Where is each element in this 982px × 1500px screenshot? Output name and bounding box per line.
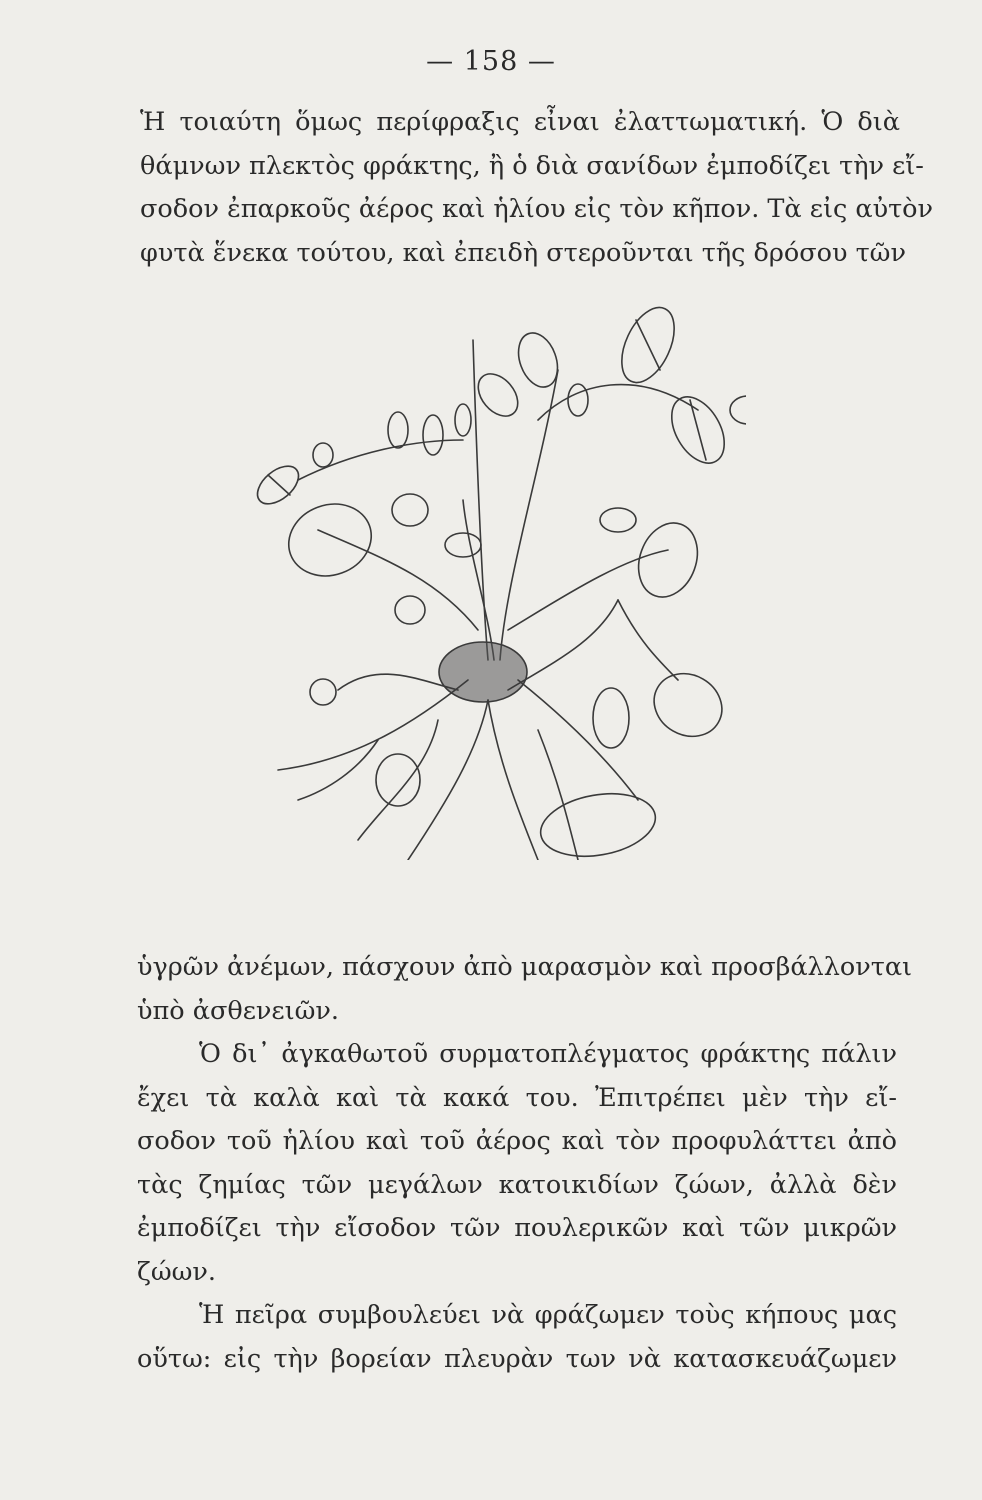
text-line: ὑγρῶν ἀνέμων, πάσχουν ἀπὸ μαρασμὸν καὶ προσβάλλονται xyxy=(137,952,913,982)
text-line: σοδον τοῦ ἡλίου καὶ τοῦ ἀέρος καὶ τὸν προφυλάττει ἀπὸ xyxy=(137,1126,897,1156)
text-line: τὰς ζημίας τῶν μεγάλων κατοικιδίων ζώων, ἀλλὰ δὲν xyxy=(137,1169,897,1200)
text-line: ἔχει τὰ καλὰ καὶ τὰ κακά του. Ἐπιτρέπει μὲν τὴν εἴ- xyxy=(137,1082,897,1113)
paragraph-top xyxy=(140,101,934,275)
text-line: ἐμποδίζει τὴν εἴσοδον τῶν πουλερικῶν καὶ τῶν μικρῶν xyxy=(137,1213,897,1243)
text-line: Ὁ δι᾽ ἀγκαθωτοῦ συρματοπλέγματος φράκτης πάλιν xyxy=(199,1039,897,1069)
potato-plant-illustration xyxy=(238,300,746,860)
paragraph-bottom xyxy=(137,946,913,1381)
potato-plant-drawing xyxy=(238,300,746,860)
text-line: φυτὰ ἕνεκα τούτου, καὶ ἐπειδὴ στεροῦνται τῆς δρόσου τῶν xyxy=(140,237,906,268)
text-line: οὕτω: εἰς τὴν βορείαν πλευρὰν των νὰ κατασκευάζωμεν xyxy=(137,1343,897,1374)
text-line: Ἡ πεῖρα συμβουλεύει νὰ φράζωμεν τοὺς κήπους μας xyxy=(199,1300,897,1330)
text-line: Ἡ τοιαύτη ὅμως περίφραξις εἶναι ἐλαττωματική. Ὁ διὰ xyxy=(140,107,900,137)
text-line: ὑπὸ ἀσθενειῶν. xyxy=(137,995,340,1026)
text-line: θάμνων πλεκτὸς φράκτης, ἢ ὁ διὰ σανίδων ἐμποδίζει τὴν εἴ- xyxy=(140,150,924,181)
text-line: σοδον ἐπαρκοῦς ἀέρος καὶ ἡλίου εἰς τὸν κῆπον. Τὰ εἰς αὐτὸν xyxy=(140,194,934,224)
page-number: — 158 — xyxy=(426,46,556,77)
text-line: ζώων. xyxy=(137,1256,217,1287)
